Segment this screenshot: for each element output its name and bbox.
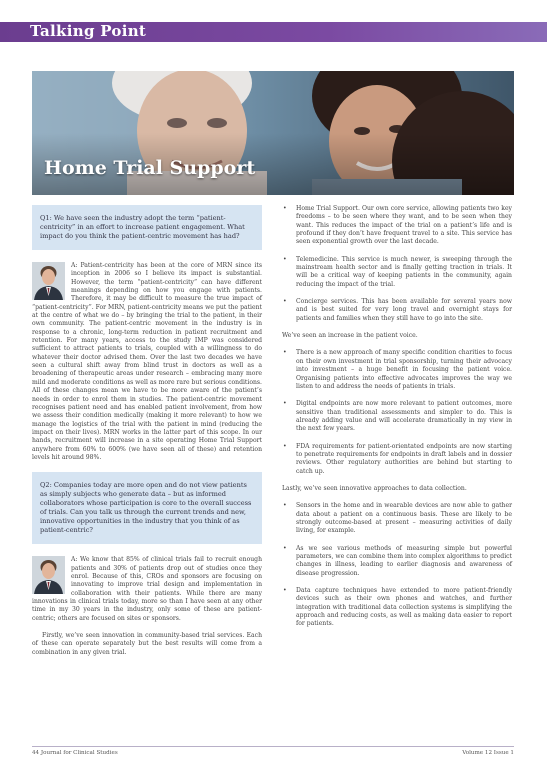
bullet-item [282, 502, 512, 535]
bullet-text: Digital endpoints are now more relevant to patient outcomes, more sensitive than traditional assessments and simpler to do. This is already adding value and will accelerate dramatically in my view in the next few years. [296, 400, 512, 433]
bullet-text: Telemedicine. This service is much newer, is sweeping through the mainstream health sector and is finally getting traction in trials. It will be a critical way of keeping patients in the community, again reducing the impact of the trial. [296, 255, 512, 288]
interviewee-portrait [32, 556, 65, 594]
bullet-marker: • [283, 544, 287, 552]
bullet-item [282, 349, 512, 391]
footer-issue: Volume 12 Issue 1 [462, 750, 514, 756]
section-title: Talking Point [30, 22, 147, 40]
answer-paragraph [32, 262, 262, 462]
answer-text: A: Patient-centricity has been at the core of MRN since its inception in 2006 so I believe its impact is substantial. However, the term “patient-centricity” can have different meanings depending on how you engage with patients. Therefore, it may be difficult to measure the true impact of “patient-centricity”. For MRN, patient-centricity means we put the patient at the centre of what we do – by bringing the trial to the patient, in their own community. The patient-centric movement in the industry is in response to a chronic, long-term reduction in patient recruitment and retention. For many years, access to the study IMP was considered sufficient to attract patients to trials, coupled with a willingness to do whatever their doctor advised them. Over the last two decades we have seen a cultural shift away from blind trust in doctors as well as a broadening of therapeutic areas under research – embracing many more mild and moderate conditions as well as more rare but serious conditions. All of these changes mean we have to be more aware of the patient’s needs in order to enrol them in studies. The patient-centric movement recognises patient need and has enabled patient involvement, from how we assess their condition medically (making it more relevant) to how we manage the logistics of the trial with the patient in mind (reducing the impact on their lives). MRN works in the latter part of this scope. In our hands, recruitment will increase in a site operating Home Trial Support anywhere from 60% to 600% (we have seen all of these) and retention levels hit around 98%. [32, 262, 262, 461]
answer-paragraph [32, 556, 262, 623]
bullet-marker: • [283, 255, 287, 263]
bullet-text: There is a new approach of many specific condition charities to focus on their own investment in trial sponsorship, turning their advocacy into investment – a huge benefit in focusing the patient voice. Organising patients into effective advocates improves the way we listen to and address the needs of patients in trials. [296, 349, 512, 390]
bullet-item [282, 443, 512, 476]
bullet-marker: • [283, 349, 287, 357]
body-paragraph: Firstly, we’ve seen innovation in community-based trial services. Each of these can operate separately but the best results will come from a combination in any given trial. [32, 632, 262, 656]
bullet-marker: • [283, 442, 287, 450]
body-paragraph: Lastly, we’ve seen innovative approaches to data collection. [282, 484, 467, 492]
bullet-text: Home Trial Support. Our own core service, allowing patients two key freedoms – to be seen where they want, and to be seen when they want. This reduces the impact of the trial on a patient’s life and is profound if they don’t have frequent travel to a site. This service has seen exponential growth over the last decade. [296, 205, 512, 246]
bullet-item [282, 587, 512, 629]
right-column [282, 205, 512, 629]
bullet-marker: • [283, 587, 287, 595]
hero-title: Home Trial Support [44, 157, 256, 179]
bullet-marker: • [283, 502, 287, 510]
bullet-text: As we see various methods of measuring simple but powerful parameters, we can combine them into complex algorithms to predict changes in illness, leading to earlier diagnosis and awareness of disease progression. [296, 544, 513, 577]
bullet-item [282, 298, 512, 323]
body-paragraph: We’ve seen an increase in the patient voice. [282, 332, 418, 340]
bullet-marker: • [283, 400, 287, 408]
bullet-item [282, 205, 512, 247]
bullet-text: FDA requirements for patient-orientated endpoints are now starting to penetrate requirements for endpoints in draft labels and in dossier reviews. Other regulatory authorities are behind but starting to catch up. [296, 442, 512, 475]
bullet-marker: • [283, 205, 287, 212]
bullet-item [282, 256, 512, 289]
question-box: Q2: Companies today are more open and do not view patients as simply subjects who generate data – but as informed collaborators whose participation is core to the overall success of trials. Can you talk us through the current trends and new, innovative opportunities in the industry that you think of as patient-centric? [32, 472, 262, 544]
question-box: Q1: We have seen the industry adopt the term “patient-centricity” in an effort to increase patient engagement. What impact do you think the patient-centric movement has had? [32, 205, 262, 250]
page-footer [32, 746, 514, 756]
interviewee-portrait [32, 262, 65, 300]
bullet-item [282, 545, 512, 578]
bullet-text: Data capture techniques have extended to more patient-friendly devices such as their own phones and watches, and further integration with traditional data collection systems is simplifying the approach and reducing costs, as well as making data easier to report for patients. [296, 587, 512, 628]
bullet-text: Concierge services. This has been available for several years now and is best suited for very long travel and overnight stays for patients and families when they still have to go into the site. [296, 298, 512, 322]
answer-text: A: We know that 85% of clinical trials fail to recruit enough patients and 30% of patients drop out of studies once they enrol. Because of this, CROs and sponsors are focusing on innovating to improve trial design and implementation in collaboration with their patients. While there are many innovations in clinical trials today, more so than I have seen at any other time in my 30 years in the industry, only some of these are patient-centric; others are focused on sites or sponsors. [32, 556, 262, 622]
hero-image [32, 71, 514, 195]
bullet-marker: • [283, 298, 287, 306]
bullet-item [282, 400, 512, 433]
bullet-text: Sensors in the home and in wearable devices are now able to gather data about a patient on a continuous basis. These are likely to be strongly outcome-based at present – measuring activities of daily living, for example. [296, 502, 512, 535]
left-column [32, 205, 262, 657]
header-bar [0, 0, 547, 44]
footer-journal: 44 Journal for Clinical Studies [32, 750, 118, 756]
